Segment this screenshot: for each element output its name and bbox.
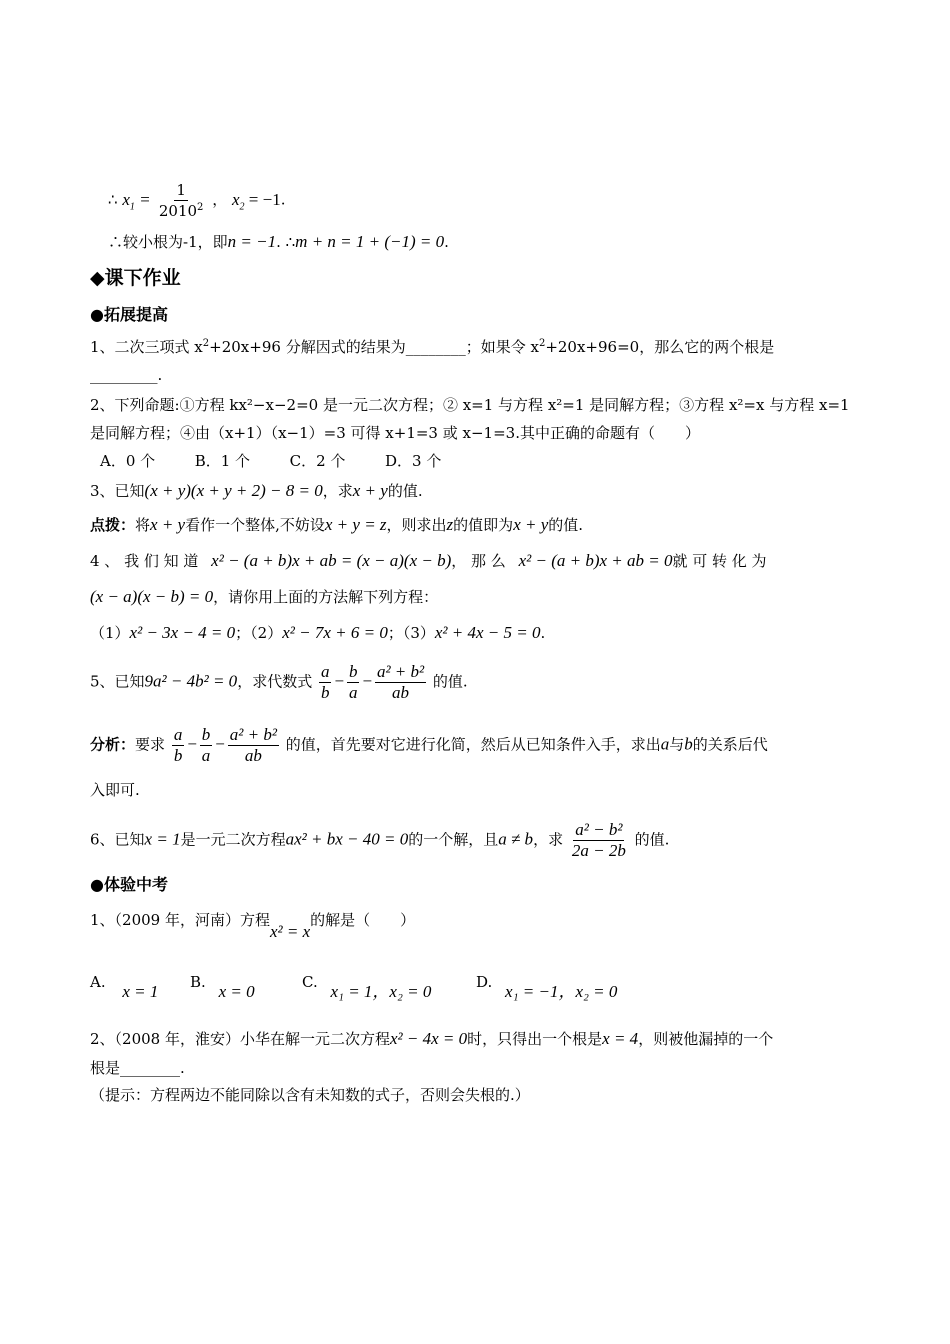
- q4-text-b: ， 那 么: [451, 552, 506, 570]
- q4-factored: (x − a)(x − b) = 0: [90, 587, 214, 606]
- period: .: [280, 190, 286, 209]
- q3-equation: (x + y)(x + y + 2) − 8 = 0: [144, 481, 323, 500]
- extend-q1-line-1: [90, 337, 774, 357]
- hint-text-a: 将: [135, 516, 151, 534]
- q5-end: 的值.: [432, 672, 468, 691]
- extend-q2-line-2: 是同解方程；④由（x+1）（x−1）=3 可得 x+1=3 或 x−1=3.其中正确的命题有（ ）: [90, 424, 700, 442]
- hint-label: 点拨：: [90, 516, 136, 534]
- x1-subscript: 1: [129, 200, 135, 212]
- subsection-title-extend: ●拓展提高: [90, 305, 168, 324]
- period: .: [180, 1059, 185, 1077]
- exam-q1-option-d: [476, 972, 618, 1001]
- q5-mid: ，求代数式: [237, 672, 313, 691]
- exam-q1-option-a: [90, 972, 159, 1001]
- comma: ，: [212, 190, 228, 209]
- q1-text-a: 1、二次三项式 x: [90, 338, 203, 356]
- option-value: x₁ = −1，x₂ = 0: [505, 982, 618, 1001]
- x2-subscript: 2: [239, 200, 245, 212]
- denominator: ab: [244, 746, 262, 765]
- x1-denominator: 2010: [158, 202, 198, 220]
- hint-text-e: 的值.: [548, 516, 584, 534]
- q3-end: 的值.: [387, 482, 423, 500]
- numerator: b: [348, 662, 358, 681]
- extend-analysis-line-1: [90, 725, 768, 766]
- exam-q2-mid: 时，只得出一个根是: [467, 1030, 603, 1048]
- numerator: a² + b²: [229, 725, 277, 744]
- q6-equation: ax² + bx − 40 = 0: [285, 829, 409, 849]
- exam-q1-prefix: 1、（2009 年，河南）方程: [90, 911, 270, 929]
- q5-fraction-1: [319, 662, 332, 703]
- minus: −: [214, 734, 226, 754]
- extend-q5: [90, 662, 468, 703]
- q6-text-a: 是一元二次方程: [180, 830, 286, 849]
- exam-q1: [90, 910, 416, 941]
- numerator: a: [173, 725, 183, 744]
- q4-text-d: ，请你用上面的方法解下列方程：: [213, 588, 439, 606]
- q4-text-a: 4 、 我 们 知 道: [90, 552, 199, 570]
- analysis-fraction-2: [200, 725, 213, 766]
- x1-den-exponent: 2: [197, 202, 204, 213]
- extend-q4-line-2: [90, 587, 438, 607]
- q6-text-b: 的一个解，且: [408, 830, 499, 849]
- extend-q2-options: [100, 451, 441, 471]
- minus: −: [186, 734, 198, 754]
- analysis-fraction-3: [228, 725, 279, 766]
- subsection-title-exam: ●体验中考: [90, 875, 168, 894]
- numerator: b: [201, 725, 211, 744]
- x2-value: = −1: [248, 189, 281, 209]
- extend-analysis-line-2: 入即可.: [90, 781, 140, 799]
- x2-var: x: [232, 189, 240, 209]
- q1-text-b: +20x+96 分解因式的结果为: [209, 338, 406, 356]
- separator: ；: [387, 624, 403, 642]
- analysis-var-b: b: [684, 734, 693, 754]
- hint-expr-2: x + y: [513, 515, 549, 534]
- q5-condition: 9a² − 4b² = 0: [144, 671, 238, 691]
- period: .: [540, 624, 546, 642]
- extend-q6: [90, 820, 669, 861]
- smaller-root-text: ∴较小根为-1，即: [108, 233, 228, 251]
- q1-exponent-1: 2: [202, 338, 210, 349]
- q6-inequality: a ≠ b: [498, 829, 534, 849]
- sum-expression: m + n = 1 + (−1) = 0: [295, 232, 445, 251]
- hint-z: z: [446, 515, 454, 534]
- exam-q2-line-1: [90, 1029, 773, 1049]
- denominator: a: [201, 746, 211, 765]
- q6-prefix: 6、已知: [90, 830, 145, 849]
- analysis-label: 分析：: [90, 735, 136, 754]
- option-label: A.: [90, 973, 106, 991]
- therefore-text: . ∴: [276, 233, 296, 251]
- exam-q2-answer-blank: ________: [120, 1059, 181, 1077]
- q5-fraction-3: [375, 662, 426, 703]
- analysis-text-a: 要求: [135, 735, 166, 754]
- analysis-fraction-1: [172, 725, 185, 766]
- extend-q3: [90, 481, 423, 501]
- q4-identity: x² − (a + b)x + ab = (x − a)(x − b): [211, 551, 452, 570]
- x1-fraction: [157, 180, 206, 221]
- q3-prefix: 3、已知: [90, 482, 145, 500]
- x1-var: x: [122, 189, 130, 209]
- option-a: A．0 个: [100, 452, 156, 470]
- exam-q2-prefix: 2、（2008 年，淮安）小华在解一元二次方程: [90, 1030, 390, 1048]
- hint-substitution: x + y = z: [324, 515, 387, 534]
- minus: −: [333, 671, 345, 691]
- extend-q1-line-2: [90, 365, 162, 385]
- q4-part-2: x² − 7x + 6 = 0: [282, 623, 388, 642]
- hint-expr-1: x + y: [150, 515, 186, 534]
- q1-answer-blank-1: ________: [405, 338, 466, 356]
- q4-text-c: 就 可 转 化 为: [672, 552, 767, 570]
- q4-part-3: x² + 4x − 5 = 0: [434, 623, 541, 642]
- exam-q2-line2-text: 根是: [90, 1059, 121, 1077]
- exam-q2-equation: x² − 4x = 0: [390, 1029, 468, 1048]
- option-b: B．1 个: [194, 452, 251, 470]
- q1-answer-blank-2: _________: [90, 366, 158, 384]
- n-value: n = −1: [227, 232, 277, 251]
- extend-q4-parts: [90, 623, 545, 643]
- section-title-homework: ◆课下作业: [90, 267, 181, 289]
- period: .: [157, 366, 163, 384]
- option-label: C.: [302, 973, 318, 991]
- exam-q1-option-c: [302, 972, 432, 1001]
- exam-q1-equation: x² = x: [270, 922, 311, 941]
- prev-solution-line-2: [108, 232, 449, 252]
- exam-q2-tip: （提示：方程两边不能同除以含有未知数的式子，否则会失根的.）: [90, 1086, 530, 1104]
- q6-text-c: ，求: [533, 830, 564, 849]
- minus: −: [361, 671, 373, 691]
- q5-prefix: 5、已知: [90, 672, 145, 691]
- numerator: a: [320, 662, 330, 681]
- x1-numerator: 1: [176, 181, 186, 199]
- numerator: a² + b²: [376, 662, 425, 681]
- denominator: 2a − 2b: [571, 841, 626, 860]
- extend-q4-line-1: [90, 551, 767, 571]
- analysis-text-d: 的关系后代: [692, 735, 768, 754]
- q4-equation: x² − (a + b)x + ab = 0: [518, 551, 673, 570]
- option-d: D．3 个: [384, 452, 442, 470]
- analysis-text-b: 的值，首先要对它进行化简，然后从已知条件入手，求出: [285, 735, 661, 754]
- denominator: ab: [392, 683, 410, 702]
- exam-q1-suffix: 的解是（ ）: [310, 911, 416, 929]
- hint-text-b: 看作一个整体,不妨设: [185, 516, 325, 534]
- option-label: B.: [190, 973, 206, 991]
- q5-fraction-2: [347, 662, 360, 703]
- therefore-symbol: ∴: [108, 190, 118, 209]
- option-c: C．2 个: [289, 452, 346, 470]
- denominator: b: [320, 683, 330, 702]
- q1-exponent-2: 2: [538, 338, 546, 349]
- option-value: x = 0: [218, 982, 255, 1001]
- separator: ；: [235, 624, 251, 642]
- q1-text-c: ；如果令 x: [465, 338, 539, 356]
- denominator: a: [348, 683, 358, 702]
- numerator: a² − b²: [575, 820, 623, 839]
- exam-q2-suffix: ，则被他漏掉的一个: [638, 1030, 774, 1048]
- option-value: x = 1: [122, 982, 159, 1001]
- option-label: D.: [476, 973, 493, 991]
- q4-part-1-label: （1）: [90, 624, 130, 642]
- q3-target: x + y: [352, 481, 388, 500]
- hint-text-d: 的值即为: [453, 516, 514, 534]
- q3-mid: ，求: [322, 482, 353, 500]
- q6-fraction: [570, 820, 628, 861]
- extend-q2-line-1: 2、下列命题:①方程 kx²−x−2=0 是一元二次方程；② x=1 与方程 x²=1 是同解方程；③方程 x²=x 与方程 x=1: [90, 396, 850, 414]
- denominator: b: [173, 746, 183, 765]
- q6-end: 的值.: [634, 830, 670, 849]
- analysis-text-c: 与: [669, 735, 685, 754]
- exam-q2-root: x = 4: [602, 1029, 639, 1048]
- q4-part-1: x² − 3x − 4 = 0: [129, 623, 236, 642]
- exam-q1-option-b: [190, 972, 255, 1001]
- extend-hint: [90, 515, 583, 535]
- analysis-var-a: a: [660, 734, 670, 754]
- q4-part-2-label: （2）: [250, 624, 283, 642]
- q4-part-3-label: （3）: [402, 624, 435, 642]
- period: .: [444, 233, 449, 251]
- option-value: x₁ = 1，x₂ = 0: [330, 982, 432, 1001]
- prev-solution-line-1: ∴ $x_1$ = $\frac{1}{2010^2}$ ， $x_2 = -1$.: [108, 181, 286, 220]
- hint-text-c: ，则求出: [386, 516, 447, 534]
- exam-q2-line-2: [90, 1058, 185, 1078]
- q1-text-d: +20x+96=0，那么它的两个根是: [545, 338, 775, 356]
- q6-x-value: x = 1: [144, 829, 181, 849]
